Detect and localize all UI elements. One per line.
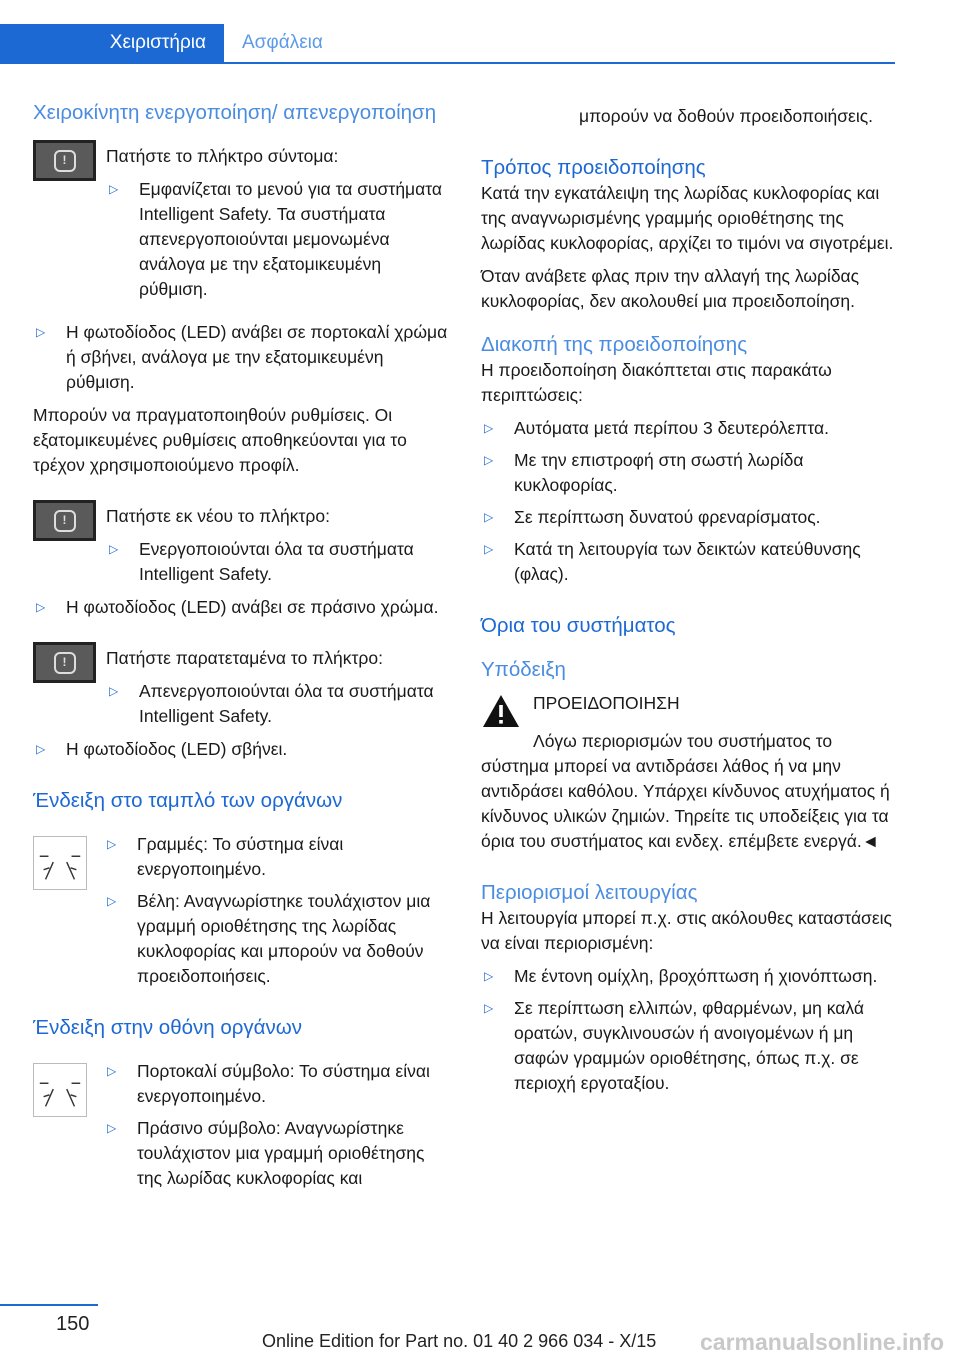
list-item: ▷ Εμφανίζεται το μενού για τα συστήματα Intelligent Safety. Τα συστήματα απενεργοποιούνται μεμονωμένα ανάλογα με την εξατομικευμένη ρύθμιση. [109,179,443,299]
cluster-list [104,832,448,989]
list-item: ▷ Πράσινο σύμβολο: Αναγνωρίστηκε τουλάχιστον μια γραμμή οριοθέτησης της λωρίδας κυκλοφορίας και [107,1118,425,1188]
press-short-list [106,177,448,302]
press-long-text: Πατήστε παρατεταμένα το πλήκτρο: [106,648,383,668]
continued-text: μπορούν να δοθούν προειδοποιήσεις. [579,106,874,126]
bullet-icon: ▷ [107,837,117,851]
function-limits-intro: Η λειτουργία μπορεί π.χ. στις ακόλουθες καταστάσεις να είναι περιορισμένη: [481,908,892,953]
bullet-icon: ▷ [484,453,494,467]
list-item: ▷ Η φωτοδίοδος (LED) ανάβει σε πράσινο χρώμα. [33,595,448,620]
press-again-block [33,504,448,587]
list-item: ▷ Με την επιστροφή στη σωστή λωρίδα κυκλοφορίας. [484,450,804,495]
tab-safety[interactable]: Ασφάλεια [242,32,323,53]
list-item: ▷ Απενεργοποιούνται όλα τα συστήματα Intelligent Safety. [109,681,434,726]
bullet-icon: ▷ [107,1121,117,1135]
bullet-icon: ▷ [36,600,46,614]
page-number: 150 [56,1313,90,1335]
bullet-icon: ▷ [107,894,117,908]
safety-button-icon: ! [33,642,96,683]
bullet-icon: ▷ [484,1001,494,1015]
bullet-icon: ▷ [109,182,119,196]
list-item: ▷ Σε περίπτωση ελλιπών, φθαρμένων, μη καλά ορατών, συγκλινουσών ή ανοιγομένων ή μη σαφών γραμμών οριοθέτησης, όπως π.χ. σε περιοχή εργοταξίου. [484,998,865,1093]
heading-system-limits: Όρια του συστήματος [481,614,676,637]
press-long-block [33,646,448,729]
page-rule [0,1304,98,1306]
heading-warning-mode: Τρόπος προειδοποίησης [481,156,706,179]
cluster-block [33,832,448,989]
interrupt-intro: Η προειδοποίηση διακόπτεται στις παρακάτω περιπτώσεις: [481,360,832,405]
press-again-list [106,537,448,587]
led-list-3 [33,737,448,762]
screen-list [104,1059,448,1191]
bullet-icon: ▷ [109,684,119,698]
screen-block [33,1059,448,1191]
press-again-text: Πατήστε εκ νέου το πλήκτρο: [106,506,330,526]
warning-mode-para-2: Όταν ανάβετε φλας πριν την αλλαγή της λωρίδας κυκλοφορίας, δεν ακολουθεί μια προειδοποίηση. [481,266,860,311]
lane-marking-icon [33,1063,87,1117]
list-item: ▷ Σε περίπτωση δυνατού φρεναρίσματος. [481,505,899,530]
watermark: carmanualsonline.info [700,1329,945,1355]
press-short-text: Πατήστε το πλήκτρο σύντομα: [106,146,339,166]
heading-warning-interrupt: Διακοπή της προειδοποίησης [481,333,748,356]
interrupt-list [481,416,899,587]
list-item: ▷ Με έντονη ομίχλη, βροχόπτωση ή χιονόπτωση. [481,964,899,989]
list-item: ▷ Κατά τη λειτουργία των δεικτών κατεύθυνσης (φλας). [484,539,861,584]
warning-title: ΠΡΟΕΙΔΟΠΟΙΗΣΗ [533,693,680,713]
bullet-icon: ▷ [484,969,494,983]
list-item: ▷ Ενεργοποιούνται όλα τα συστήματα Intelligent Safety. [109,539,414,584]
list-item: ▷ Η φωτοδίοδος (LED) ανάβει σε πορτοκαλί χρώμα ή σβήνει, ανάλογα με την εξατομικευμένη ρύθμιση. [36,322,448,392]
heading-screen-display: Ένδειξη στην οθόνη οργάνων [33,1016,303,1039]
settings-note: Μπορούν να πραγματοποιηθούν ρυθμίσεις. Οι εξατομικευμένες ρυθμίσεις αποθηκεύονται για το τρέχον χρησιμοποιούμενο προφίλ. [33,405,407,475]
warning-body: Λόγω περιορισμών του συστήματος το σύστημα μπορεί να αντιδράσει λάθος ή να μην αντιδράσει καθόλου. Υπάρχει κίνδυνος ατυχήματος ή κίνδυνος υλικών ζημιών. Τηρείτε τις υποδείξεις για τα όρια του συστήματος και ενδεχ. επέμβετε ενεργά.◄ [481,731,890,851]
list-item: ▷ Βέλη: Αναγνωρίστηκε τουλάχιστον μια γραμμή οριοθέτησης της λωρίδας κυκλοφορίας και μπορούν να δοθούν προειδοποιήσεις. [107,891,431,986]
bullet-icon: ▷ [484,510,494,524]
left-column [33,100,448,1191]
press-short-block [33,144,448,302]
safety-button-icon: ! [33,140,96,181]
heading-function-limits: Περιορισμοί λειτουργίας [481,881,698,904]
heading-hint: Υπόδειξη [481,658,566,681]
warning-triangle-icon [481,693,521,729]
safety-button-icon: ! [33,500,96,541]
list-item: ▷ Πορτοκαλί σύμβολο: Το σύστημα είναι ενεργοποιημένο. [107,1061,430,1106]
list-item: ▷ Γραμμές: Το σύστημα είναι ενεργοποιημένο. [107,834,344,879]
bullet-icon: ▷ [484,421,494,435]
led-list-2 [33,595,448,620]
bullet-icon: ▷ [107,1064,117,1078]
bullet-icon: ▷ [109,542,119,556]
heading-cluster-display: Ένδειξη στο ταμπλό των οργάνων [33,789,343,812]
function-limits-list [481,964,899,1096]
heading-manual-toggle: Χειροκίνητη ενεργοποίηση/ απενεργοποίηση [33,101,437,124]
press-long-list [106,679,448,729]
tab-controls[interactable]: Χειριστήρια [0,24,224,62]
list-item: ▷ Αυτόματα μετά περίπου 3 δευτερόλεπτα. [481,416,899,441]
warning-mode-para-1: Κατά την εγκατάλειψη της λωρίδας κυκλοφορίας και της αναγνωρισμένης γραμμής οριοθέτησης της λωρίδας κυκλοφορίας, αρχίζει το τιμόνι να σιγοτρέμει. [481,183,894,253]
header-tabs [0,24,895,64]
bullet-icon: ▷ [36,325,46,339]
edition-footer: Online Edition for Part no. 01 40 2 966 034 - X/15 [262,1331,657,1351]
right-column [481,104,899,1096]
bullet-icon: ▷ [484,542,494,556]
bullet-icon: ▷ [36,742,46,756]
lane-marking-icon [33,836,87,890]
led-list-1 [33,320,448,395]
list-item: ▷ Η φωτοδίοδος (LED) σβήνει. [33,737,448,762]
